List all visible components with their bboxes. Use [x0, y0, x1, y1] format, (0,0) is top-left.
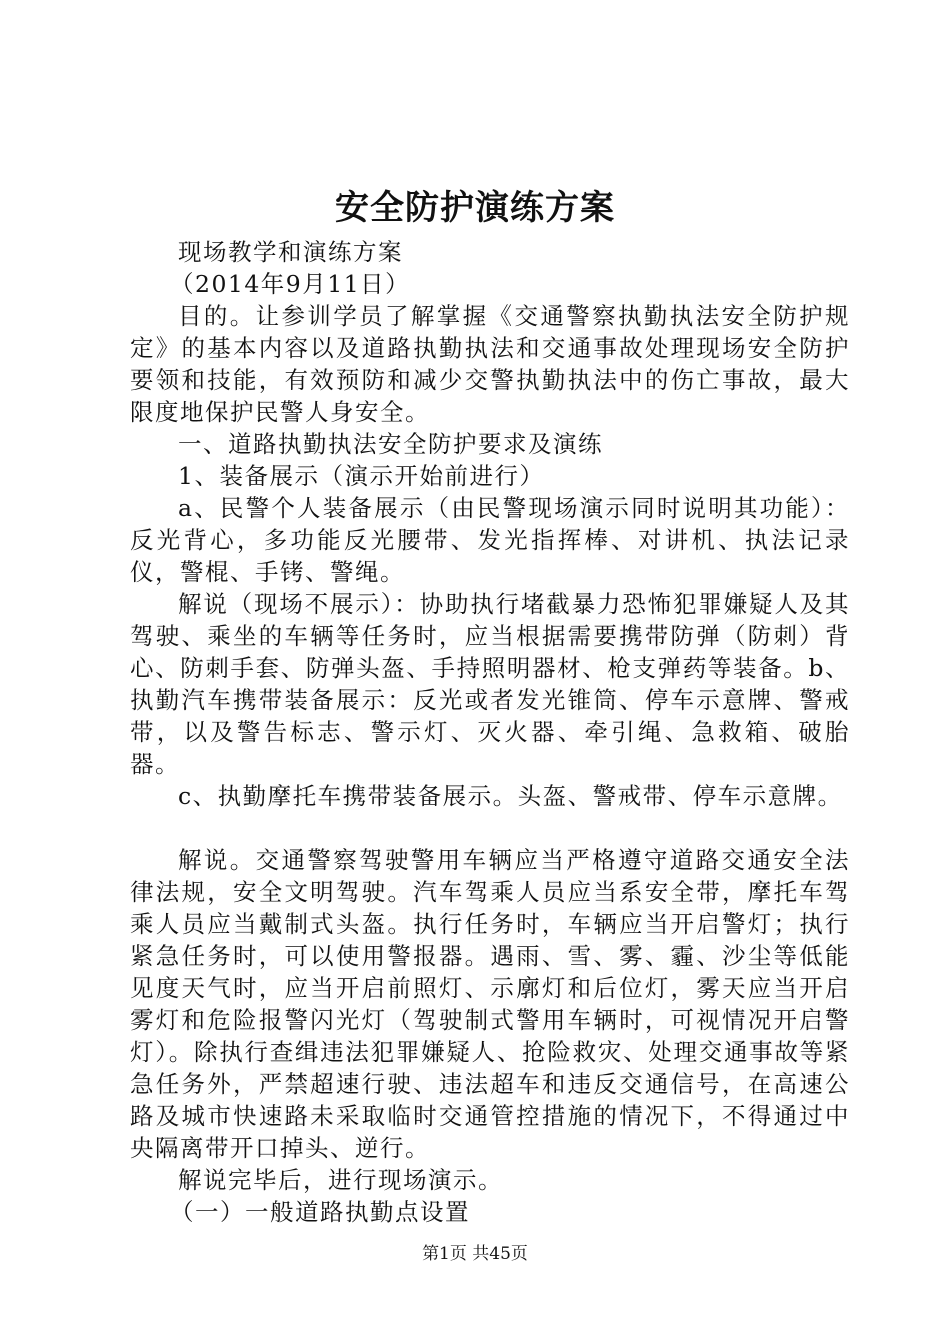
page-footer: 第1页 共45页: [422, 1244, 528, 1264]
paragraph-date: （2014年9月11日）: [170, 270, 411, 298]
paragraph-explanation-2: 解说。交通警察驾驶警用车辆应当严格遵守道路交通安全法律法规，安全文明驾驶。汽车驾乘人员应当系安全带，摩托车驾乘人员应当戴制式头盔。执行任务时，车辆应当开启警灯；执行紧急任务时，可以使用警报器。遇雨、雪、雾、霾、沙尘等低能见度天气时，应当开启前照灯、示廓灯和后位灯，雾天应当开启雾灯和危险报警闪光灯（驾驶制式警用车辆时，可视情况开启警灯）。除执行查缉违法犯罪嫌疑人、抢险救灾、处理交通事故等紧急任务外，严禁超速行驶、违法超车和违反交通信号，在高速公路及城市快速路未采取临时交通管控措施的情况下，不得通过中央隔离带开口掉头、逆行。: [130, 846, 850, 1162]
document-body: [130, 236, 850, 1228]
paragraph-motorcycle-equipment: c、执勤摩托车携带装备展示。头盔、警戒带、停车示意牌。: [178, 782, 843, 810]
section-heading-1: 一、道路执勤执法安全防护要求及演练: [178, 430, 603, 458]
paragraph-personal-equipment: a、民警个人装备展示（由民警现场演示同时说明其功能）：反光背心，多功能反光腰带、发光指挥棒、对讲机、执法记录仪，警棍、手铐、警绳。: [130, 494, 850, 586]
document-title: 安全防护演练方案: [335, 188, 615, 228]
subsection-heading-equipment: 1、装备展示（演示开始前进行）: [178, 462, 545, 490]
subsection-heading-checkpoint: （一）一般道路执勤点设置: [170, 1198, 470, 1226]
paragraph-after-explanation: 解说完毕后，进行现场演示。: [178, 1166, 503, 1194]
paragraph-explanation-1: 解说（现场不展示）：协助执行堵截暴力恐怖犯罪嫌疑人及其驾驶、乘坐的车辆等任务时，应当根据需要携带防弹（防刺）背心、防刺手套、防弹头盔、手持照明器材、枪支弹药等装备。b、执勤汽车携带装备展示：反光或者发光锥筒、停车示意牌、警戒带，以及警告标志、警示灯、灭火器、牵引绳、急救箱、破胎器。: [130, 590, 850, 778]
paragraph-purpose: 目的。让参训学员了解掌握《交通警察执勤执法安全防护规定》的基本内容以及道路执勤执法和交通事故处理现场安全防护要领和技能，有效预防和减少交警执勤执法中的伤亡事故，最大限度地保护民警人身安全。: [130, 302, 850, 426]
paragraph-subtitle: 现场教学和演练方案: [178, 238, 403, 266]
